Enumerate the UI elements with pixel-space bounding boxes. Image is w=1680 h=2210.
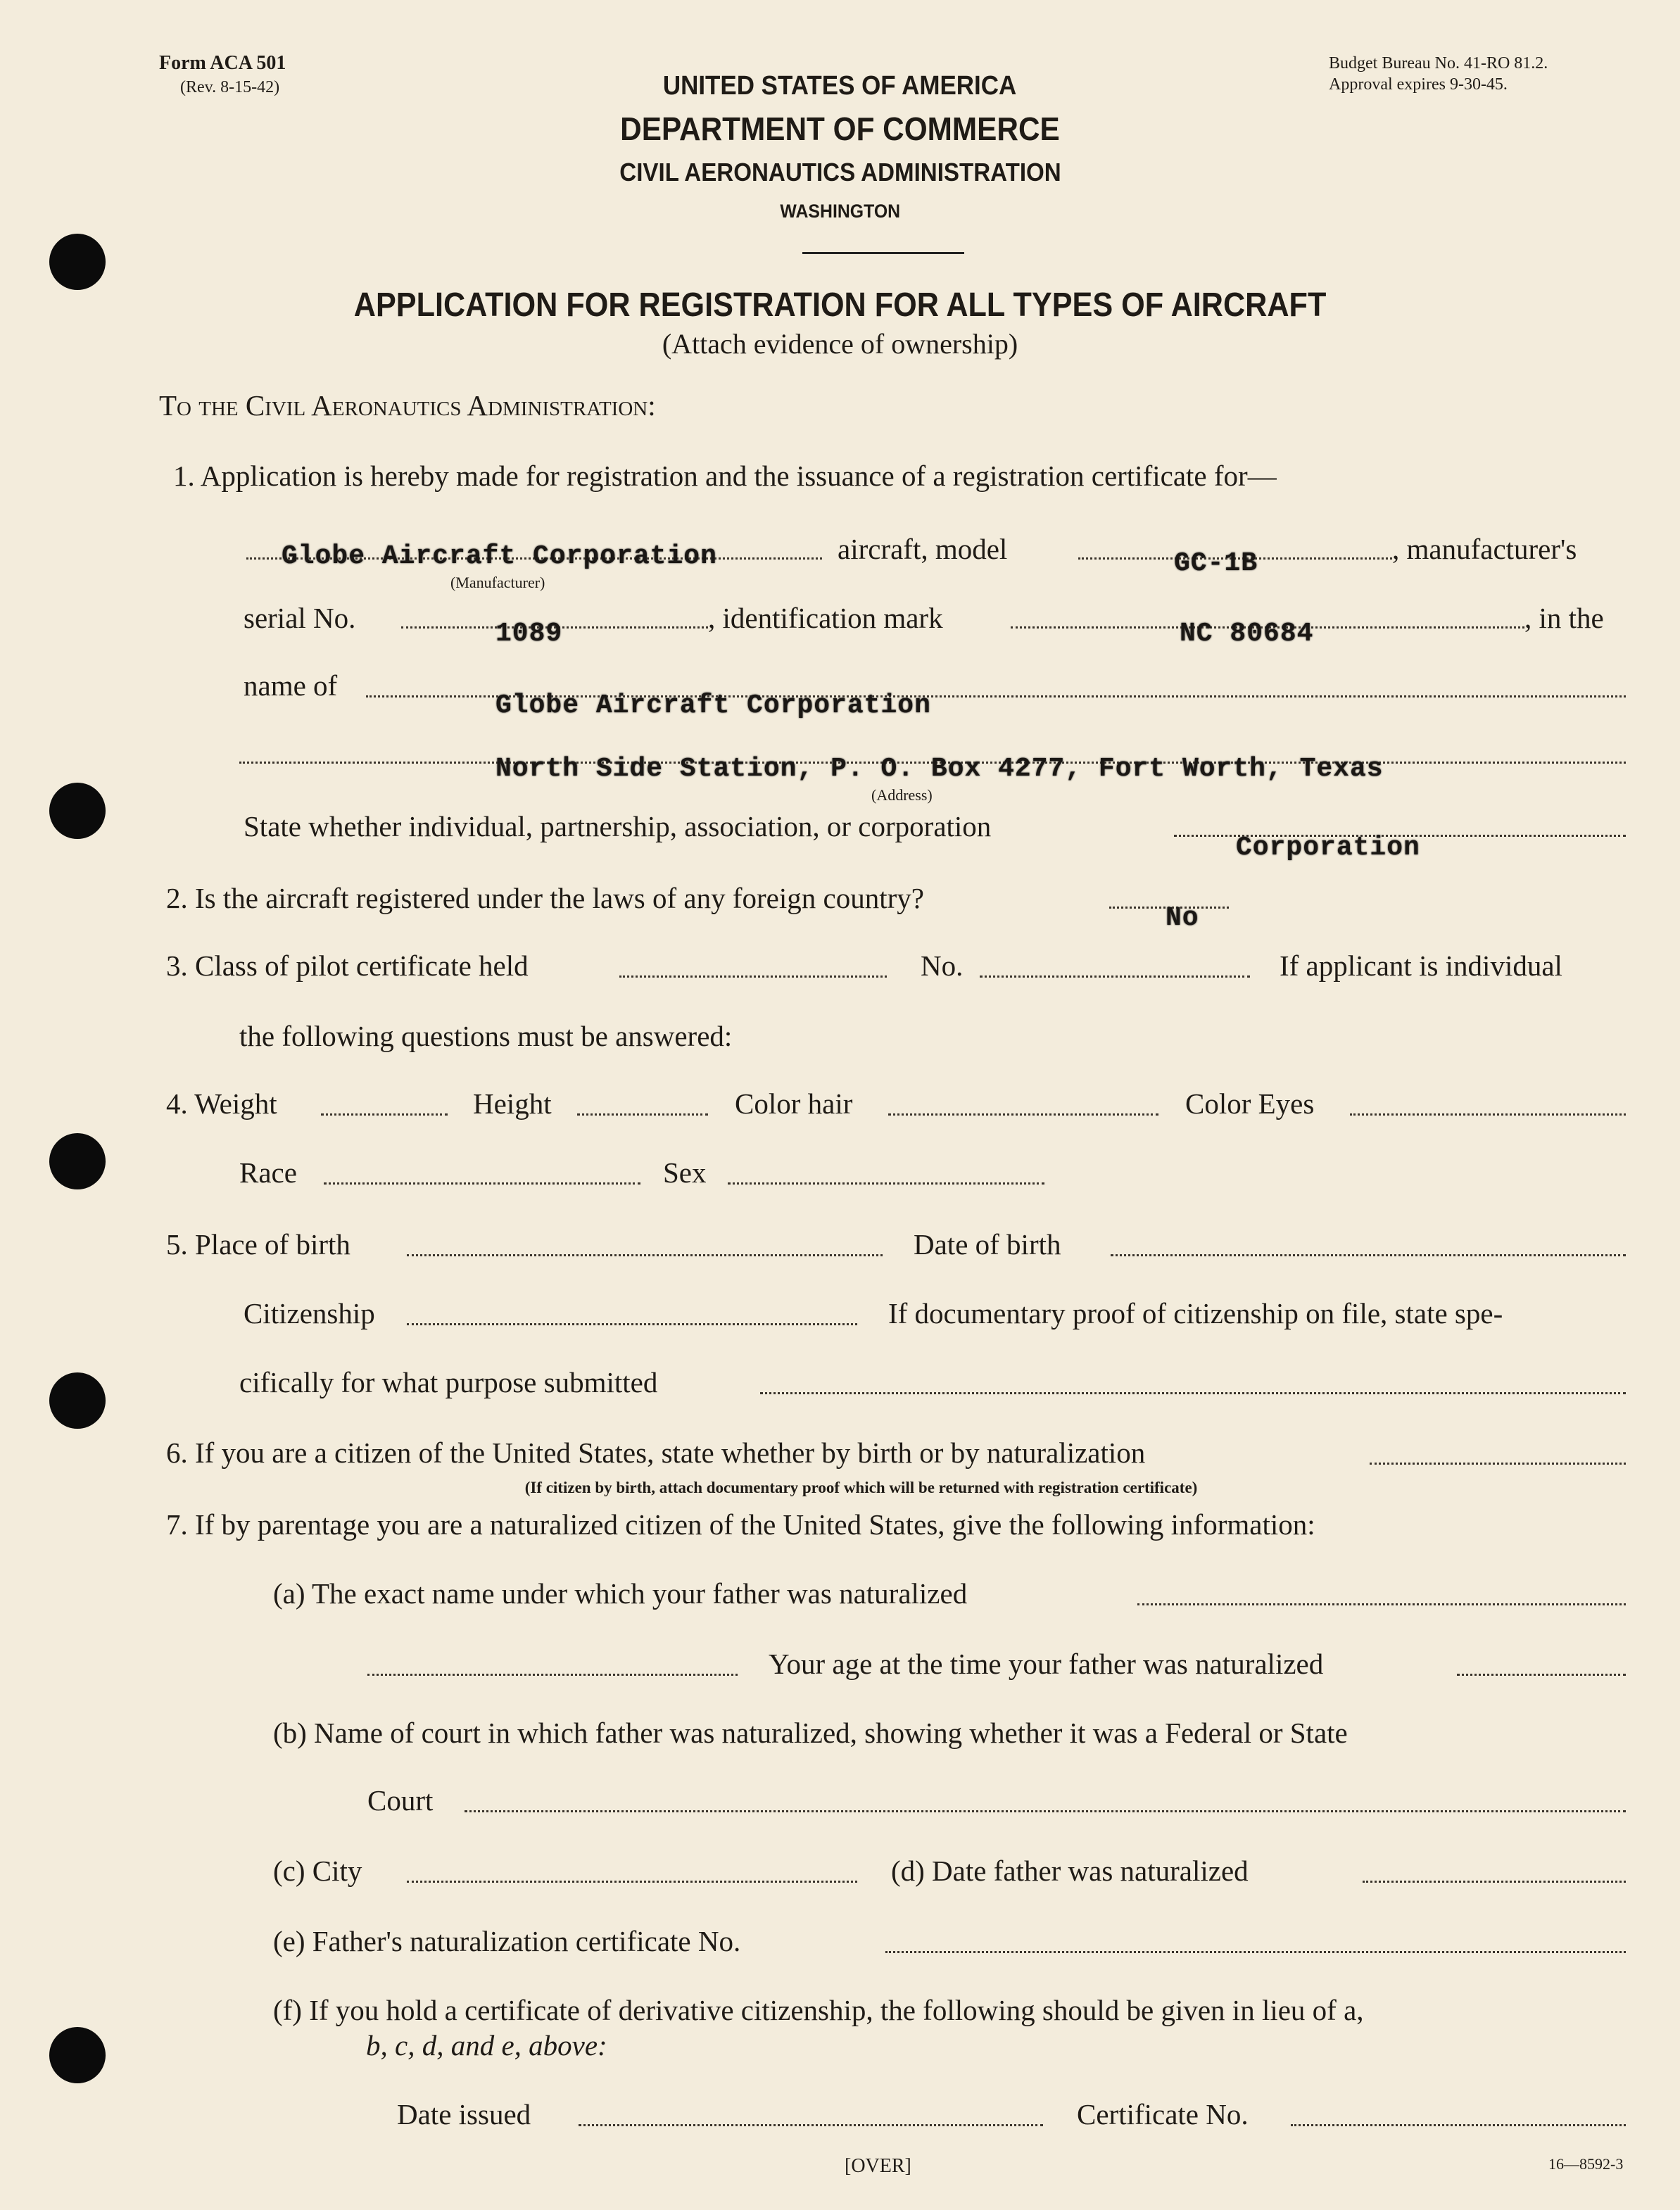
height-field[interactable] [577, 1113, 708, 1116]
city-field[interactable] [407, 1881, 857, 1883]
agency-heading: CIVIL AERONAUTICS ADMINISTRATION [619, 158, 1061, 187]
department-heading: DEPARTMENT OF COMMERCE [620, 110, 1060, 147]
q1-intro: 1. Application is hereby made for registration and the issuance of a registration certificate for— [173, 460, 1277, 492]
q7b-label: (b) Name of court in which father was naturalized, showing whether it was a Federal or State [273, 1717, 1348, 1749]
punch-hole [49, 783, 106, 839]
print-code: 16—8592-3 [1548, 2155, 1624, 2173]
if-individual-label: If applicant is individual [1280, 949, 1562, 982]
naturalization-date-field[interactable] [1363, 1881, 1626, 1883]
father-name-field[interactable] [1137, 1603, 1626, 1605]
form-title: APPLICATION FOR REGISTRATION FOR ALL TYPES OF AIRCRAFT [353, 286, 1327, 324]
weight-field[interactable] [321, 1113, 448, 1116]
q7c-label: (c) City [273, 1855, 362, 1887]
eyes-label: Color Eyes [1185, 1087, 1315, 1120]
age-field[interactable] [1457, 1674, 1626, 1676]
approval-expiry: Approval expires 9-30-45. [1329, 75, 1508, 94]
foreign-registration-value: No [1166, 903, 1199, 933]
certificate-no-field[interactable] [1291, 2124, 1626, 2126]
place-of-birth-field[interactable] [407, 1254, 883, 1256]
race-label: Race [239, 1156, 297, 1189]
weight-label: 4. Weight [166, 1087, 277, 1120]
father-name-field-2[interactable] [367, 1674, 738, 1676]
pilot-no-field[interactable] [980, 975, 1250, 978]
race-field[interactable] [324, 1182, 640, 1185]
date-of-birth-label: Date of birth [914, 1228, 1061, 1261]
hair-label: Color hair [735, 1087, 853, 1120]
naturalization-cert-field[interactable] [885, 1951, 1626, 1953]
date-of-birth-field[interactable] [1111, 1254, 1626, 1256]
serial-label: serial No. [244, 602, 356, 634]
budget-bureau-no: Budget Bureau No. 41-RO 81.2. [1329, 54, 1548, 72]
q7e-label: (e) Father's naturalization certificate No. [273, 1925, 741, 1957]
q6-label: 6. If you are a citizen of the United States, state whether by birth or by naturalization [166, 1436, 1146, 1469]
court-label: Court [367, 1784, 434, 1817]
ident-value: NC 80684 [1180, 619, 1314, 649]
q3-label: 3. Class of pilot certificate held [166, 949, 529, 982]
address-value: North Side Station, P. O. Box 4277, Fort Worth, Texas [495, 754, 1384, 784]
q7f-label: (f) If you hold a certificate of derivative citizenship, the following should be given in lieu of a, [273, 1994, 1364, 2026]
date-issued-field[interactable] [579, 2124, 1043, 2126]
city-heading: WASHINGTON [780, 201, 900, 222]
hair-field[interactable] [888, 1113, 1158, 1116]
citizenship-label: Citizenship [244, 1297, 375, 1330]
over-marker: [OVER] [845, 2155, 911, 2177]
place-of-birth-label: 5. Place of birth [166, 1228, 350, 1261]
entity-type-value: Corporation [1236, 833, 1420, 863]
sex-label: Sex [663, 1156, 707, 1189]
height-label: Height [473, 1087, 552, 1120]
eyes-field[interactable] [1350, 1113, 1626, 1116]
sex-field[interactable] [728, 1182, 1044, 1185]
q7d-label: (d) Date father was naturalized [891, 1855, 1249, 1887]
q7-label: 7. If by parentage you are a naturalized citizen of the United States, give the following information: [166, 1508, 1315, 1541]
pilot-no-label: No. [921, 949, 964, 982]
header-divider [802, 252, 964, 254]
age-label: Your age at the time your father was naturalized [769, 1648, 1324, 1680]
in-the-label: , in the [1524, 602, 1604, 634]
model-value: GC-1B [1174, 548, 1258, 579]
certificate-no-label: Certificate No. [1077, 2098, 1249, 2130]
aircraft-model-label: aircraft, model [838, 533, 1008, 565]
citizenship-field[interactable] [407, 1323, 857, 1325]
date-issued-label: Date issued [397, 2098, 531, 2130]
ident-label: , identification mark [708, 602, 943, 634]
form-revision: (Rev. 8-15-42) [180, 78, 280, 96]
salutation: To the Civil Aeronautics Administration: [159, 389, 656, 422]
address-caption: (Address) [871, 786, 933, 804]
punch-hole [49, 2027, 106, 2083]
punch-hole [49, 234, 106, 290]
name-value: Globe Aircraft Corporation [495, 690, 931, 721]
proof-label: If documentary proof of citizenship on file, state spe- [888, 1297, 1503, 1330]
pilot-class-field[interactable] [619, 975, 887, 978]
form-subtitle: (Attach evidence of ownership) [662, 328, 1018, 360]
punch-hole [49, 1372, 106, 1429]
court-field[interactable] [465, 1810, 1626, 1812]
manufacturers-label: , manufacturer's [1392, 533, 1577, 565]
name-of-label: name of [244, 669, 338, 702]
manufacturer-value: Globe Aircraft Corporation [282, 541, 717, 572]
purpose-label: cifically for what purpose submitted [239, 1366, 658, 1398]
citizenship-method-field[interactable] [1370, 1463, 1626, 1465]
q2-label: 2. Is the aircraft registered under the laws of any foreign country? [166, 882, 924, 914]
form-number: Form ACA 501 [159, 52, 286, 74]
q7f-label-2: b, c, d, and e, above: [366, 2029, 607, 2061]
country-heading: UNITED STATES OF AMERICA [663, 71, 1017, 101]
punch-hole [49, 1133, 106, 1189]
q7a-label: (a) The exact name under which your father was naturalized [273, 1577, 968, 1610]
purpose-field[interactable] [760, 1392, 1626, 1394]
following-label: the following questions must be answered: [239, 1020, 733, 1052]
manufacturer-caption: (Manufacturer) [450, 574, 545, 591]
q6-note: (If citizen by birth, attach documentary proof which will be returned with registration certificate) [524, 1479, 1198, 1496]
serial-value: 1089 [495, 619, 563, 649]
entity-type-label: State whether individual, partnership, association, or corporation [244, 810, 992, 842]
